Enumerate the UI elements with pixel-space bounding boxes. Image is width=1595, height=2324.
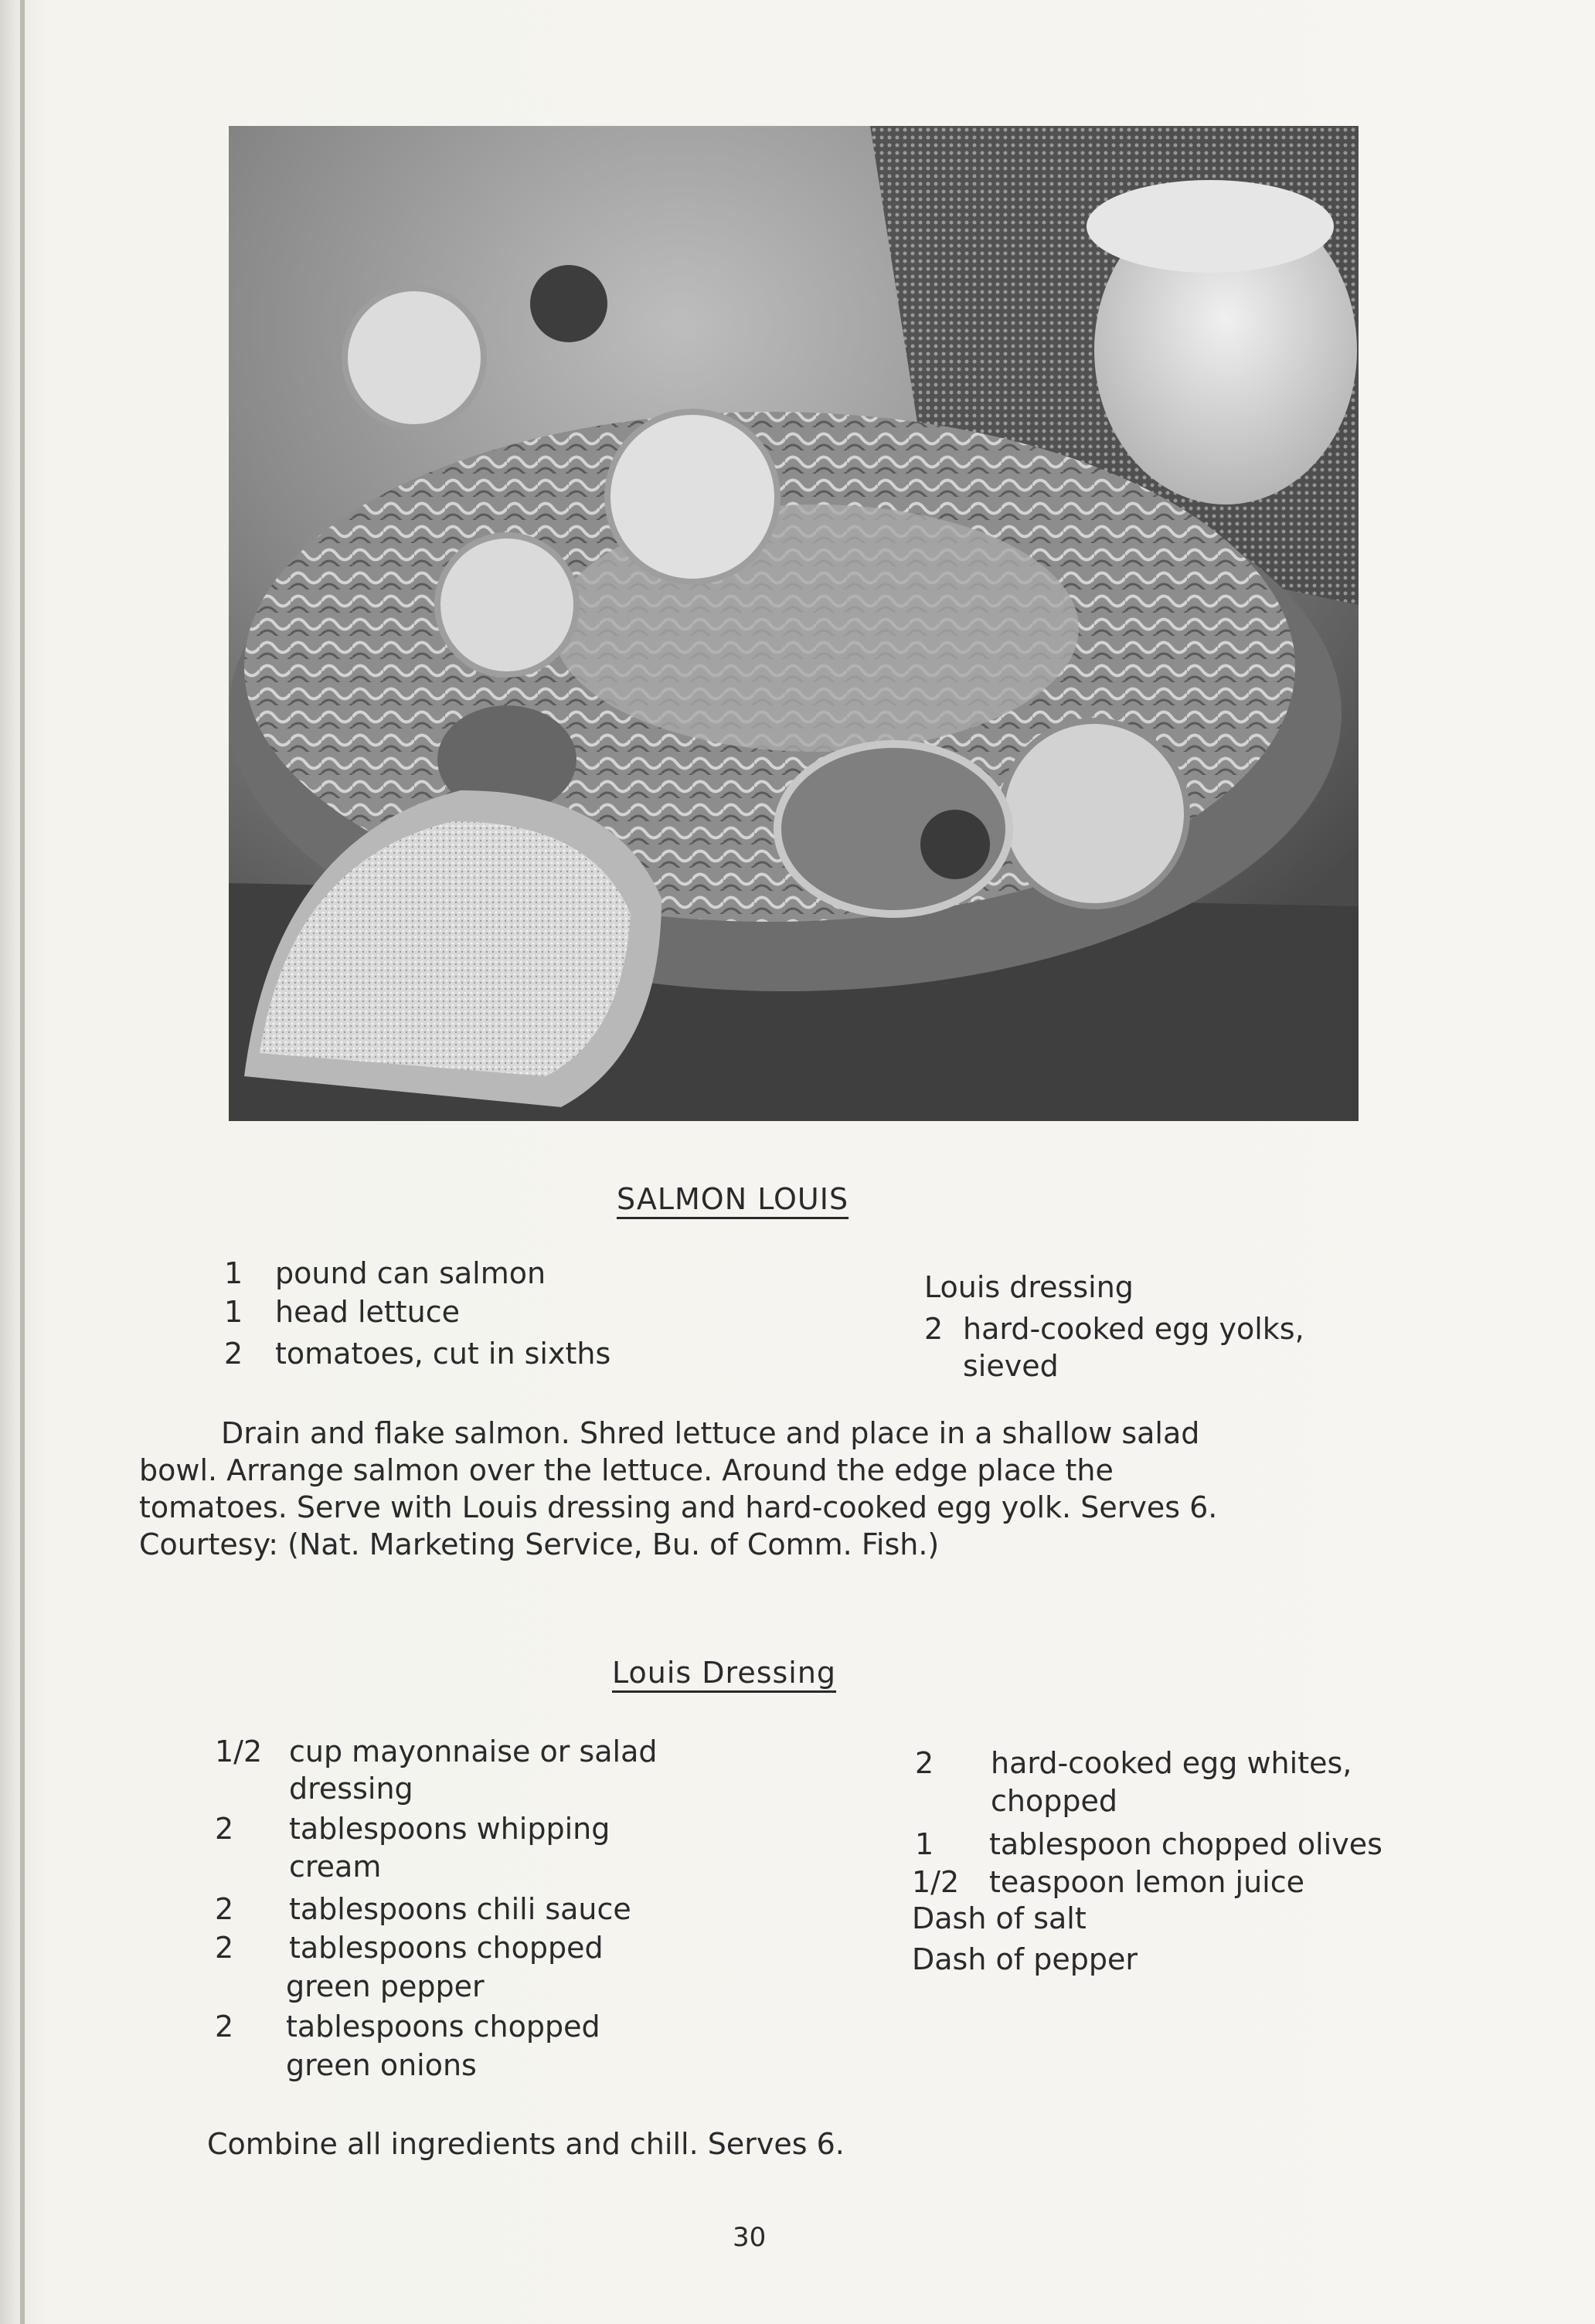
- ingredient-row: [289, 1769, 413, 1808]
- instruction-line: Drain and flake salmon. Shred lettuce and place in a shallow salad: [221, 1416, 1200, 1450]
- ingredient-item: hard-cooked egg yolks,: [963, 1312, 1304, 1346]
- ingredient-item: tablespoons chili sauce: [289, 1892, 631, 1926]
- ingredient-row: [224, 1334, 610, 1373]
- ingredient-item: cream: [289, 1850, 382, 1884]
- recipe-title-salmon-louis: SALMON LOUIS: [617, 1182, 849, 1216]
- ingredient-item: Dash of pepper: [912, 1942, 1138, 1976]
- ingredient-qty: 1: [224, 1295, 243, 1329]
- ingredient-row: [215, 1732, 657, 1771]
- ingredient-row: [215, 2007, 600, 2046]
- ingredient-item: tablespoons chopped: [286, 2010, 600, 2044]
- ingredient-qty: 2: [215, 2010, 234, 2044]
- page-binding: [20, 0, 25, 2324]
- ingredient-item: Louis dressing: [924, 1270, 1134, 1304]
- ingredient-row: [215, 1928, 604, 1967]
- ingredient-row: [224, 1254, 546, 1293]
- ingredient-row: [912, 1863, 1304, 1901]
- ingredient-row: [215, 1890, 631, 1928]
- ingredient-item: sieved: [963, 1349, 1059, 1383]
- ingredient-item: green pepper: [286, 1969, 485, 2003]
- ingredient-row: [224, 1293, 460, 1331]
- ingredient-qty: 2: [924, 1312, 944, 1346]
- ingredient-row: [915, 1744, 1352, 1782]
- recipe-title-louis-dressing: Louis Dressing: [612, 1656, 837, 1690]
- ingredient-qty: 1/2: [912, 1865, 960, 1899]
- ingredient-row: [924, 1310, 1304, 1348]
- salad-photo: [229, 126, 1359, 1121]
- ingredient-row: [286, 2046, 477, 2084]
- salad-photo-illustration: [229, 126, 1359, 1121]
- ingredient-row: [289, 1847, 381, 1886]
- ingredient-qty: 1: [224, 1256, 243, 1290]
- ingredient-row: [912, 1899, 1087, 1938]
- page-number: 30: [733, 2222, 767, 2253]
- ingredient-row: [915, 1825, 1382, 1864]
- ingredient-item: tablespoons whipping: [289, 1812, 610, 1846]
- ingredient-item: head lettuce: [275, 1295, 461, 1329]
- ingredient-row: [963, 1347, 1059, 1385]
- ingredient-item: chopped: [991, 1784, 1117, 1818]
- ingredient-row: [924, 1268, 1134, 1306]
- instruction-line: Courtesy: (Nat. Marketing Service, Bu. of Comm. Fish.): [139, 1527, 940, 1561]
- instruction-line: tomatoes. Serve with Louis dressing and hard-cooked egg yolk. Serves 6.: [139, 1490, 1218, 1524]
- louis-dressing-instructions: Combine all ingredients and chill. Serves 6.: [207, 2127, 845, 2161]
- ingredient-row: [215, 1809, 610, 1848]
- ingredient-row: [912, 1940, 1138, 1979]
- ingredient-qty: 2: [215, 1892, 234, 1926]
- ingredient-item: green onions: [286, 2048, 477, 2082]
- ingredient-item: tomatoes, cut in sixths: [275, 1337, 611, 1371]
- ingredient-qty: 2: [915, 1746, 934, 1780]
- ingredient-item: Dash of salt: [912, 1901, 1087, 1935]
- instruction-line: bowl. Arrange salmon over the lettuce. Around the edge place the: [139, 1453, 1114, 1487]
- ingredient-qty: 1: [915, 1827, 934, 1861]
- ingredient-qty: 1/2: [215, 1735, 263, 1768]
- ingredient-qty: 2: [215, 1931, 234, 1965]
- ingredient-item: cup mayonnaise or salad: [289, 1735, 658, 1768]
- ingredient-row: [991, 1782, 1117, 1820]
- ingredient-item: tablespoon chopped olives: [989, 1827, 1382, 1861]
- ingredient-item: hard-cooked egg whites,: [991, 1746, 1352, 1780]
- ingredient-item: teaspoon lemon juice: [989, 1865, 1304, 1899]
- ingredient-item: pound can salmon: [275, 1256, 546, 1290]
- ingredient-qty: 2: [215, 1812, 234, 1846]
- ingredient-item: tablespoons chopped: [289, 1931, 604, 1965]
- ingredient-qty: 2: [224, 1337, 243, 1371]
- ingredient-row: [286, 1967, 485, 2006]
- ingredient-item: dressing: [289, 1772, 413, 1806]
